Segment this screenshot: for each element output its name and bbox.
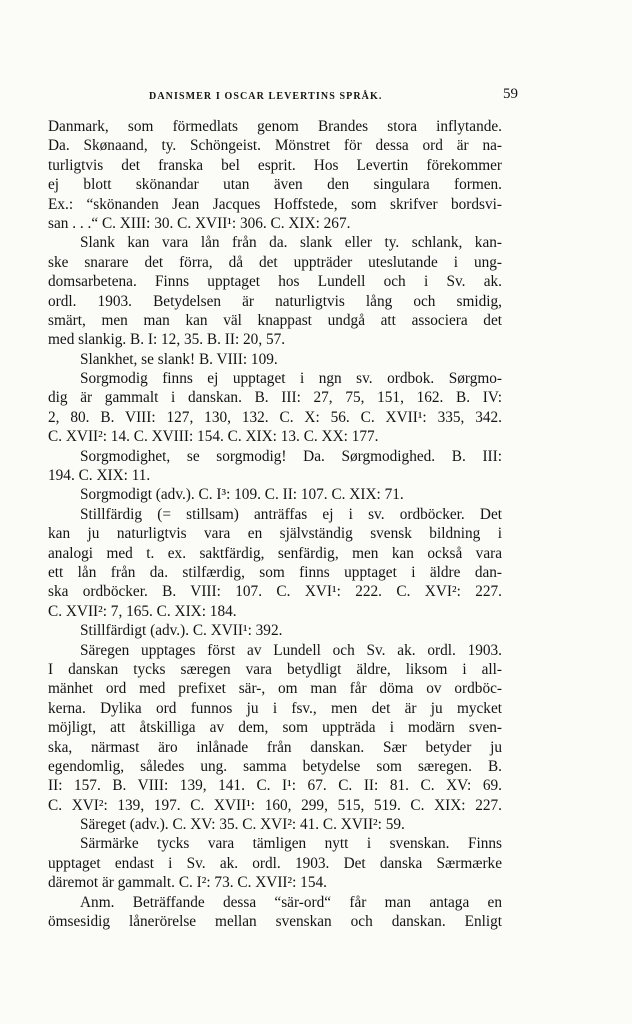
text-line: Sorgmodigt (adv.). C. I³: 109. C. II: 107. C. XIX: 71. [80, 486, 404, 504]
running-title: DANISMER I OSCAR LEVERTINS SPRÅK. [149, 91, 383, 102]
text-line: ska ordböcker. B. VIII: 107. C. XVI¹: 222. C. XVI²: 227. [48, 583, 502, 601]
text-line: möjligt, att åtskilliga av dem, som uppträda i modärn sven- [48, 719, 502, 737]
text-line: kerna. Dylika ord funnos ju i fsv., men det är ju mycket [48, 699, 502, 717]
text-line: 194. C. XIX: 11. [48, 467, 151, 485]
text-line: mänhet ord med prefixet sär-, om man får döma ov ordböc- [48, 680, 502, 698]
text-line: Slank kan vara lån från da. slank eller ty. schlank, kan- [80, 234, 502, 252]
text-line: Sorgmodighet, se sorgmodig! Da. Sørgmodighed. B. III: [80, 447, 502, 465]
text-line: ordl. 1903. Betydelsen är naturligtvis lång och smidig, [48, 292, 502, 310]
text-line: smärt, men man kan väl knappast undgå att associera det [48, 311, 502, 329]
text-line: Säregen upptages först av Lundell och Sv. ak. ordl. 1903. [80, 641, 502, 659]
text-line: dig är gammalt i danskan. B. III: 27, 75, 151, 162. B. IV: [48, 389, 502, 407]
text-line: upptaget endast i Sv. ak. ordl. 1903. Det danska Særmærke [48, 854, 502, 872]
text-line: I danskan tycks særegen vara betydligt äldre, liksom i all- [48, 660, 502, 678]
text-line: Stillfärdigt (adv.). C. XVII¹: 392. [80, 622, 283, 640]
text-line: Slankhet, se slank! B. VIII: 109. [80, 350, 278, 368]
body-text [48, 117, 502, 931]
text-line: Anm. Beträffande dessa “sär-ord“ får man antaga en [80, 893, 502, 911]
text-line: däremot är gammalt. C. I²: 73. C. XVII²: 154. [48, 874, 327, 892]
page-number: 59 [503, 86, 518, 102]
text-line: Säreget (adv.). C. XV: 35. C. XVI²: 41. C. XVII²: 59. [80, 816, 405, 834]
text-line: ska, närmast äro inlånade från danskan. Sær betyder ju [48, 738, 502, 756]
text-line: Da. Skønaand, ty. Schöngeist. Mönstret för dessa ord är na- [48, 137, 502, 155]
text-line: Stillfärdig (= stillsam) anträffas ej i sv. ordböcker. Det [80, 505, 502, 523]
text-line: egendomlig, således ung. samma betydelse som særegen. B. [48, 757, 502, 775]
text-line: domsarbetena. Finns upptaget hos Lundell och i Sv. ak. [48, 273, 502, 291]
text-line: II: 157. B. VIII: 139, 141. C. I¹: 67. C. II: 81. C. XV: 69. [48, 777, 502, 795]
text-line: turligtvis det franska bel esprit. Hos Levertin förekommer [48, 156, 502, 174]
text-line: ömsesidig lånerörelse mellan svenskan och danskan. Enligt [48, 913, 502, 931]
text-line: med slankig. B. I: 12, 35. B. II: 20, 57. [48, 331, 286, 349]
text-line: Danmark, som förmedlats genom Brandes stora inflytande. [48, 118, 502, 135]
text-line: kan ju naturligtvis vara en självständig svensk bildning i [48, 525, 502, 543]
text-line: C. XVI²: 139, 197. C. XVII¹: 160, 299, 515, 519. C. XIX: 227. [48, 796, 502, 814]
text-line: C. XVII²: 14. C. XVIII: 154. C. XIX: 13. C. XX: 177. [48, 428, 379, 446]
text-line: ej blott skönandar utan även den singulara formen. [48, 176, 502, 194]
text-line: Sorgmodig finns ej upptaget i ngn sv. ordbok. Sørgmo- [80, 370, 502, 388]
text-line: Ex.: “skönanden Jean Jacques Hoffstede, som skrifver bordsvi- [48, 195, 502, 213]
text-line: 2, 80. B. VIII: 127, 130, 132. C. X: 56. C. XVII¹: 335, 342. [48, 408, 502, 426]
text-line: ett lån från da. stilfærdig, som finns upptaget i äldre dan- [48, 563, 502, 581]
text-line: ske snarare det förra, då det uppträder uteslutande i ung- [48, 253, 502, 271]
text-line: C. XVII²: 7, 165. C. XIX: 184. [48, 602, 237, 620]
text-line: analogi med t. ex. saktfärdig, senfärdig, men kan också vara [48, 544, 502, 562]
text-line: Särmärke tycks vara tämligen nytt i svenskan. Finns [80, 835, 502, 853]
text-line: san . . .“ C. XIII: 30. C. XVII¹: 306. C. XIX: 267. [48, 214, 351, 232]
